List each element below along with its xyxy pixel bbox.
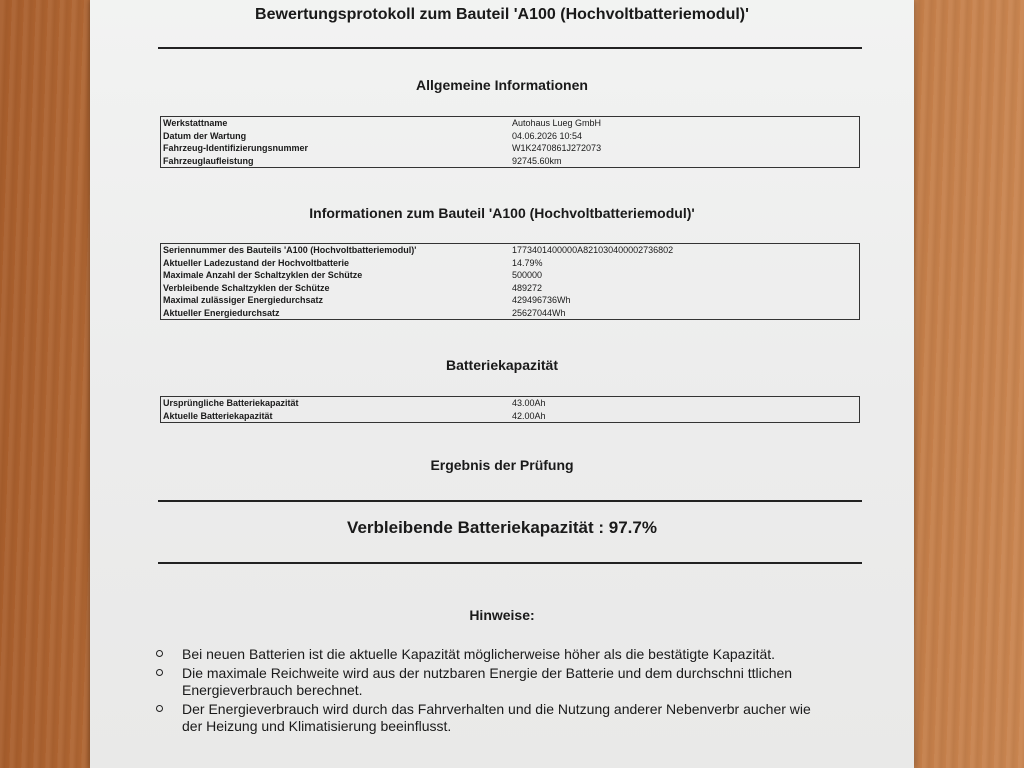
table-row: [163, 257, 857, 270]
row-key: Fahrzeuglaufleistung: [163, 155, 254, 166]
row-key: Aktueller Ladezustand der Hochvoltbatterie: [163, 257, 350, 268]
table-row: [163, 269, 857, 282]
list-item: [154, 646, 834, 663]
table-row: [163, 130, 857, 143]
note-text: Der Energieverbrauch wird durch das Fahrverhalten und die Nutzung anderer Nebenverbr aucher wie der Heizung und Klimatisierung beeinflusst.: [182, 701, 811, 734]
result-divider-top: [158, 500, 862, 502]
row-value: W1K2470861J272073: [512, 143, 602, 153]
list-item: [154, 701, 834, 735]
list-item: [154, 665, 834, 699]
row-key: Aktueller Energiedurchsatz: [163, 307, 280, 318]
table-row: [163, 117, 857, 130]
row-key: Fahrzeug-Identifizierungsnummer: [163, 143, 309, 153]
row-key: Maximal zulässiger Energiedurchsatz: [163, 295, 324, 305]
notes-list: [154, 646, 834, 737]
document-page: [90, 0, 914, 768]
general-info-table: [160, 116, 860, 168]
row-key: Datum der Wartung: [163, 130, 247, 141]
table-row: [163, 410, 857, 423]
battery-capacity-table: [160, 396, 860, 423]
component-info-heading: Informationen zum Bauteil 'A100 (Hochvoltbatteriemodul)': [309, 205, 695, 221]
document-title: Bewertungsprotokoll zum Bauteil 'A100 (Hochvoltbatteriemodul)': [255, 6, 749, 23]
table-row: [163, 155, 857, 168]
note-text: Die maximale Reichweite wird aus der nutzbaren Energie der Batterie und dem durchschni ttlichen Energieverbrauch berechnet.: [182, 665, 793, 698]
table-row: [163, 307, 857, 320]
component-info-table: [160, 243, 860, 320]
row-value: 1773401400000A821030400002736802: [512, 245, 674, 255]
row-value: 04.06.2026 10:54: [512, 130, 583, 141]
table-row: [163, 397, 857, 410]
table-row: [163, 294, 857, 307]
row-value: 92745.60km: [512, 155, 562, 166]
row-value: Autohaus Lueg GmbH: [512, 118, 602, 128]
title-divider: [158, 47, 862, 49]
row-key: Maximale Anzahl der Schaltzyklen der Schütze: [163, 270, 363, 280]
row-value: 14.79%: [512, 257, 543, 268]
row-key: Werkstattname: [163, 118, 228, 128]
remaining-capacity-result: Verbleibende Batteriekapazität : 97.7%: [347, 518, 657, 537]
row-value: 42.00Ah: [512, 410, 546, 421]
row-key: Aktuelle Batteriekapazität: [163, 410, 273, 421]
table-row: [163, 282, 857, 295]
row-value: 43.00Ah: [512, 398, 546, 408]
bullet-circle-icon: [156, 650, 163, 657]
row-value: 500000: [512, 270, 543, 280]
bullet-circle-icon: [156, 669, 163, 676]
row-value: 489272: [512, 282, 543, 293]
table-row: [163, 142, 857, 155]
table-row: [163, 244, 857, 257]
row-key: Ursprüngliche Batteriekapazität: [163, 398, 299, 408]
general-info-heading: Allgemeine Informationen: [416, 77, 588, 93]
result-divider-bottom: [158, 562, 862, 564]
row-value: 429496736Wh: [512, 295, 571, 305]
result-heading: Ergebnis der Prüfung: [430, 457, 574, 473]
battery-capacity-heading: Batteriekapazität: [445, 357, 559, 373]
row-key: Verbleibende Schaltzyklen der Schütze: [163, 282, 330, 293]
bullet-circle-icon: [156, 705, 163, 712]
note-text: Bei neuen Batterien ist die aktuelle Kapazität möglicherweise höher als die bestätigte Kapazität.: [182, 646, 776, 662]
row-value: 25627044Wh: [512, 307, 566, 318]
notes-heading: Hinweise:: [469, 607, 535, 623]
row-key: Seriennummer des Bauteils 'A100 (Hochvoltbatteriemodul)': [163, 245, 417, 255]
